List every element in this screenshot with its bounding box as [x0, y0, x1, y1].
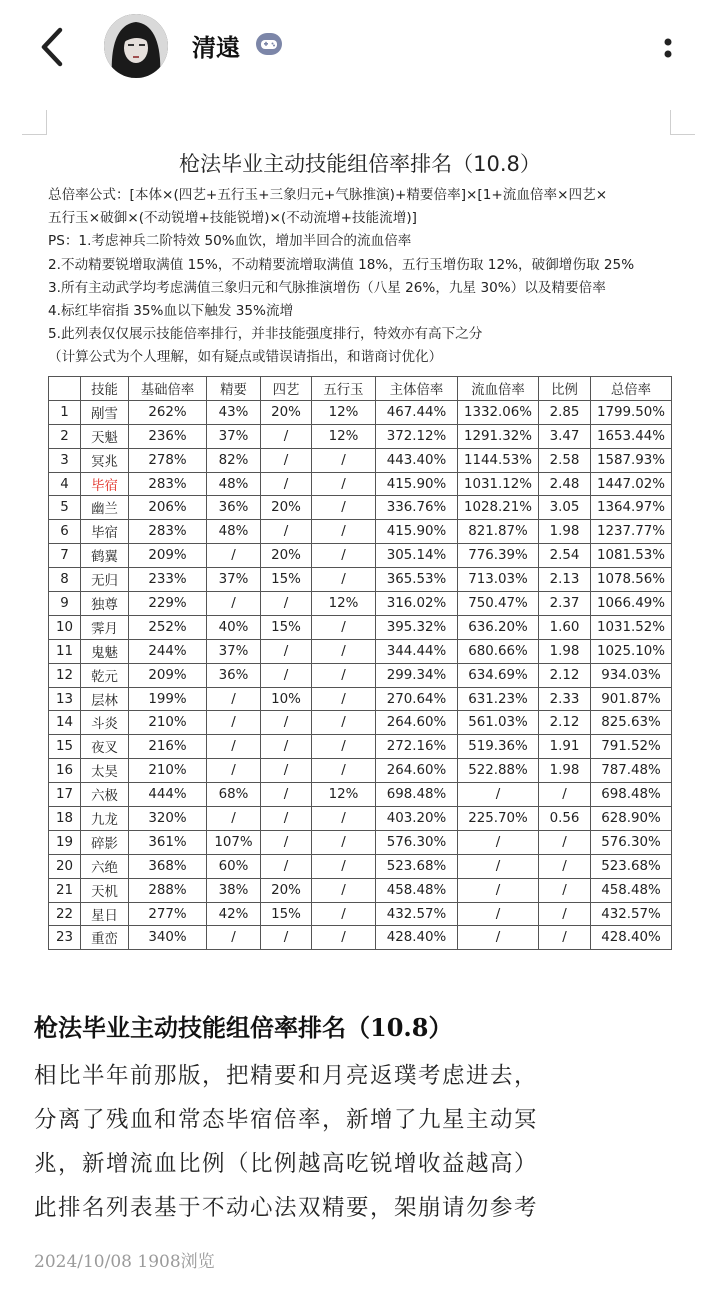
table-cell: / [261, 520, 312, 544]
table-row [49, 544, 672, 568]
table-cell: 15% [261, 568, 312, 592]
table-cell: 1.91 [539, 735, 591, 759]
table-cell: 斗炎 [81, 711, 129, 735]
table-cell: / [261, 592, 312, 616]
table-cell: 264.60% [376, 711, 458, 735]
column-header: 技能 [81, 377, 129, 401]
table-cell: 415.90% [376, 520, 458, 544]
table-cell: 1025.10% [591, 639, 672, 663]
table-cell: 冥兆 [81, 448, 129, 472]
table-row [49, 472, 672, 496]
table-cell: / [312, 735, 376, 759]
back-arrow-icon[interactable] [34, 24, 74, 70]
table-cell: / [539, 926, 591, 950]
table-cell: 九龙 [81, 807, 129, 831]
table-cell: 225.70% [458, 807, 539, 831]
formula-line: 5.此列表仅仅展示技能倍率排行，并非技能强度排行，特效亦有高下之分 [48, 326, 483, 343]
table-cell: 1 [49, 400, 81, 424]
table-cell: 372.12% [376, 424, 458, 448]
table-cell: 934.03% [591, 663, 672, 687]
table-cell: / [312, 472, 376, 496]
table-cell: 561.03% [458, 711, 539, 735]
table-cell: 1031.52% [591, 615, 672, 639]
table-row [49, 687, 672, 711]
table-cell: 38% [207, 878, 261, 902]
table-cell: 15% [261, 902, 312, 926]
table-cell: 鹤翼 [81, 544, 129, 568]
table-cell: 2.85 [539, 400, 591, 424]
table-row [49, 520, 672, 544]
table-cell: 37% [207, 639, 261, 663]
table-cell: 1.60 [539, 615, 591, 639]
table-cell: / [312, 615, 376, 639]
ranking-table [48, 376, 672, 950]
table-cell: 37% [207, 568, 261, 592]
table-cell: 7 [49, 544, 81, 568]
table-cell: 1.98 [539, 759, 591, 783]
table-cell: 576.30% [591, 830, 672, 854]
table-cell: 1081.53% [591, 544, 672, 568]
table-cell: 316.02% [376, 592, 458, 616]
table-cell: 3.05 [539, 496, 591, 520]
table-cell: 340% [129, 926, 207, 950]
column-header: 四艺 [261, 377, 312, 401]
table-cell: 天魁 [81, 424, 129, 448]
table-cell: 713.03% [458, 568, 539, 592]
table-cell: 15% [261, 615, 312, 639]
table-cell: 628.90% [591, 807, 672, 831]
table-cell: 1364.97% [591, 496, 672, 520]
table-cell: / [312, 568, 376, 592]
table-cell: / [458, 783, 539, 807]
table-row [49, 878, 672, 902]
table-cell: 229% [129, 592, 207, 616]
table-cell: / [261, 424, 312, 448]
table-row [49, 663, 672, 687]
table-row [49, 783, 672, 807]
column-header: 总倍率 [591, 377, 672, 401]
table-cell: 2.48 [539, 472, 591, 496]
table-cell: 1332.06% [458, 400, 539, 424]
table-cell: 23 [49, 926, 81, 950]
table-cell: / [312, 496, 376, 520]
table-row [49, 711, 672, 735]
table-row [49, 400, 672, 424]
table-cell: / [261, 639, 312, 663]
table-cell: / [207, 711, 261, 735]
table-cell: 毕宿 [81, 520, 129, 544]
table-cell: / [458, 830, 539, 854]
table-cell: 320% [129, 807, 207, 831]
table-cell: 199% [129, 687, 207, 711]
table-cell: / [261, 830, 312, 854]
table-cell: 4 [49, 472, 81, 496]
table-cell: 821.87% [458, 520, 539, 544]
table-cell: 48% [207, 472, 261, 496]
table-cell: 107% [207, 830, 261, 854]
table-cell: 428.40% [591, 926, 672, 950]
formula-line: （计算公式为个人理解，如有疑点或错误请指出，和谐商讨优化） [48, 349, 443, 366]
table-cell: 夜叉 [81, 735, 129, 759]
table-cell: 278% [129, 448, 207, 472]
table-cell: 1653.44% [591, 424, 672, 448]
table-cell: / [312, 807, 376, 831]
table-cell: 1291.32% [458, 424, 539, 448]
table-cell: 458.48% [591, 878, 672, 902]
table-cell: 0.56 [539, 807, 591, 831]
table-cell: 14 [49, 711, 81, 735]
table-cell: / [312, 902, 376, 926]
table-cell: 2.54 [539, 544, 591, 568]
table-cell: / [261, 472, 312, 496]
table-row [49, 926, 672, 950]
image-title: 枪法毕业主动技能组倍率排名（10.8） [179, 152, 541, 176]
table-cell: 10 [49, 615, 81, 639]
table-cell: 12% [312, 400, 376, 424]
table-cell: 458.48% [376, 878, 458, 902]
table-cell: / [207, 735, 261, 759]
table-cell: 634.69% [458, 663, 539, 687]
table-row [49, 568, 672, 592]
table-cell: / [312, 639, 376, 663]
table-cell: / [261, 735, 312, 759]
table-cell: 40% [207, 615, 261, 639]
formula-line: 3.所有主动武学均考虑满值三象归元和气脉推演增伤（八星 26%，九星 30%）以及精要倍率 [48, 279, 606, 296]
table-cell: 288% [129, 878, 207, 902]
table-cell: 403.20% [376, 807, 458, 831]
table-cell: 16 [49, 759, 81, 783]
table-cell: 776.39% [458, 544, 539, 568]
table-cell: 天机 [81, 878, 129, 902]
table-cell: 13 [49, 687, 81, 711]
table-cell: 2.12 [539, 663, 591, 687]
table-cell: / [261, 807, 312, 831]
table-cell: 2 [49, 424, 81, 448]
table-cell: / [312, 854, 376, 878]
table-cell: 244% [129, 639, 207, 663]
table-cell: 1447.02% [591, 472, 672, 496]
table-cell: 1144.53% [458, 448, 539, 472]
table-cell: 522.88% [458, 759, 539, 783]
table-cell: / [312, 448, 376, 472]
table-row [49, 830, 672, 854]
table-cell: 262% [129, 400, 207, 424]
table-cell: 576.30% [376, 830, 458, 854]
table-cell: 206% [129, 496, 207, 520]
table-cell: 82% [207, 448, 261, 472]
table-cell: 太昊 [81, 759, 129, 783]
table-cell: 2.12 [539, 711, 591, 735]
body-line: 相比半年前那版，把精要和月亮返璞考虑进去， [34, 1063, 539, 1089]
table-cell: / [207, 544, 261, 568]
table-cell: / [539, 830, 591, 854]
body-line: 分离了残血和常态毕宿倍率，新增了九星主动冥 [34, 1107, 539, 1133]
table-cell: 432.57% [376, 902, 458, 926]
table-row [49, 902, 672, 926]
table-cell: 12 [49, 663, 81, 687]
table-cell: 幽兰 [81, 496, 129, 520]
table-cell: 68% [207, 783, 261, 807]
table-cell: 12% [312, 424, 376, 448]
table-cell: 523.68% [591, 854, 672, 878]
body-line: 兆，新增流血比例（比例越高吃锐增收益越高） [34, 1151, 539, 1177]
table-row [49, 592, 672, 616]
table-cell: 21 [49, 878, 81, 902]
table-cell: 698.48% [376, 783, 458, 807]
table-cell: / [539, 854, 591, 878]
table-cell: 20% [261, 544, 312, 568]
avatar[interactable] [104, 14, 168, 78]
table-cell: 9 [49, 592, 81, 616]
table-cell: 1028.21% [458, 496, 539, 520]
table-cell: 272.16% [376, 735, 458, 759]
table-cell: 2.37 [539, 592, 591, 616]
table-cell: / [458, 926, 539, 950]
table-cell: 368% [129, 854, 207, 878]
table-cell: / [261, 448, 312, 472]
table-cell: 443.40% [376, 448, 458, 472]
article-body [34, 1054, 694, 1230]
table-cell: 碎影 [81, 830, 129, 854]
table-cell: / [458, 854, 539, 878]
table-cell: 10% [261, 687, 312, 711]
gamepad-badge-icon [256, 33, 282, 55]
table-cell: 3 [49, 448, 81, 472]
table-cell: 12% [312, 592, 376, 616]
column-header: 精要 [207, 377, 261, 401]
table-cell: 344.44% [376, 639, 458, 663]
table-cell: 1078.56% [591, 568, 672, 592]
table-cell: / [261, 759, 312, 783]
table-cell: / [207, 926, 261, 950]
body-line: 此排名列表基于不动心法双精要，架崩请勿参考 [34, 1195, 539, 1221]
table-cell: 1.98 [539, 639, 591, 663]
table-cell: 1066.49% [591, 592, 672, 616]
table-cell: / [312, 926, 376, 950]
formula-line: 总倍率公式：[本体×(四艺+五行玉+三象归元+气脉推演)+精要倍率]×[1+流血倍率×四艺× [48, 187, 608, 203]
table-cell: 37% [207, 424, 261, 448]
column-header: 主体倍率 [376, 377, 458, 401]
table-cell: 2.58 [539, 448, 591, 472]
table-cell: 15 [49, 735, 81, 759]
table-cell: / [312, 878, 376, 902]
table-cell: 36% [207, 496, 261, 520]
formula-line: PS：1.考虑神兵二阶特效 50%血饮，增加半回合的流血倍率 [48, 233, 412, 250]
table-row [49, 854, 672, 878]
table-row [49, 448, 672, 472]
username[interactable]: 清遠 [192, 33, 240, 62]
table-cell: 523.68% [376, 854, 458, 878]
top-bar [0, 0, 720, 96]
table-cell: 1587.93% [591, 448, 672, 472]
table-cell: 395.32% [376, 615, 458, 639]
table-cell: 20 [49, 854, 81, 878]
table-cell: 299.34% [376, 663, 458, 687]
table-cell: / [207, 592, 261, 616]
table-row [49, 496, 672, 520]
table-cell: 乾元 [81, 663, 129, 687]
table-cell: 8 [49, 568, 81, 592]
table-cell: 36% [207, 663, 261, 687]
table-cell: 233% [129, 568, 207, 592]
column-header: 基础倍率 [129, 377, 207, 401]
table-cell: 48% [207, 520, 261, 544]
table-cell: 825.63% [591, 711, 672, 735]
table-cell: / [261, 783, 312, 807]
table-cell: / [207, 687, 261, 711]
article-title: 枪法毕业主动技能组倍率排名（10.8） [34, 1013, 453, 1042]
table-cell: 216% [129, 735, 207, 759]
column-header [49, 377, 81, 401]
table-cell: 277% [129, 902, 207, 926]
table-cell: 剐雪 [81, 400, 129, 424]
table-cell: 2.33 [539, 687, 591, 711]
table-cell: / [312, 687, 376, 711]
table-cell: 毕宿 [81, 472, 129, 496]
table-cell: 22 [49, 902, 81, 926]
table-cell: 层林 [81, 687, 129, 711]
table-cell: 无归 [81, 568, 129, 592]
table-cell: 467.44% [376, 400, 458, 424]
table-cell: 霁月 [81, 615, 129, 639]
table-cell: 444% [129, 783, 207, 807]
table-cell: / [312, 663, 376, 687]
table-cell: 252% [129, 615, 207, 639]
formula-line: 4.标红毕宿指 35%血以下触发 35%流增 [48, 303, 294, 320]
table-cell: 210% [129, 711, 207, 735]
table-row [49, 615, 672, 639]
table-cell: 11 [49, 639, 81, 663]
table-cell: / [207, 759, 261, 783]
table-cell: 361% [129, 830, 207, 854]
table-cell: / [539, 902, 591, 926]
table-cell: / [312, 520, 376, 544]
table-row [49, 759, 672, 783]
table-cell: 重峦 [81, 926, 129, 950]
table-cell: / [261, 711, 312, 735]
table-cell: 3.47 [539, 424, 591, 448]
table-cell: 680.66% [458, 639, 539, 663]
table-cell: / [261, 854, 312, 878]
table-cell: 210% [129, 759, 207, 783]
table-cell: 636.20% [458, 615, 539, 639]
table-row [49, 639, 672, 663]
table-cell: / [458, 878, 539, 902]
table-row [49, 807, 672, 831]
table-cell: 六绝 [81, 854, 129, 878]
table-cell: 18 [49, 807, 81, 831]
post-image[interactable] [22, 108, 698, 988]
table-cell: 631.23% [458, 687, 539, 711]
table-cell: 独尊 [81, 592, 129, 616]
table-cell: / [312, 711, 376, 735]
table-cell: 1237.77% [591, 520, 672, 544]
table-cell: 787.48% [591, 759, 672, 783]
table-cell: 283% [129, 520, 207, 544]
table-cell: 19 [49, 830, 81, 854]
table-cell: 750.47% [458, 592, 539, 616]
post-meta: 2024/10/08 1908浏览 [34, 1252, 215, 1272]
table-cell: 42% [207, 902, 261, 926]
table-cell: 428.40% [376, 926, 458, 950]
table-cell: 43% [207, 400, 261, 424]
table-cell: / [207, 807, 261, 831]
table-cell: 270.64% [376, 687, 458, 711]
table-cell: 283% [129, 472, 207, 496]
table-cell: 20% [261, 878, 312, 902]
table-cell: 17 [49, 783, 81, 807]
table-cell: / [312, 544, 376, 568]
table-cell: 1.98 [539, 520, 591, 544]
table-cell: 236% [129, 424, 207, 448]
table-cell: 209% [129, 663, 207, 687]
table-cell: 209% [129, 544, 207, 568]
table-cell: 20% [261, 400, 312, 424]
table-cell: 519.36% [458, 735, 539, 759]
table-cell: 901.87% [591, 687, 672, 711]
column-header: 流血倍率 [458, 377, 539, 401]
table-cell: 60% [207, 854, 261, 878]
table-row [49, 735, 672, 759]
table-cell: 415.90% [376, 472, 458, 496]
table-cell: / [261, 663, 312, 687]
table-cell: / [458, 902, 539, 926]
table-cell: 20% [261, 496, 312, 520]
table-cell: 698.48% [591, 783, 672, 807]
table-cell: 365.53% [376, 568, 458, 592]
table-cell: 305.14% [376, 544, 458, 568]
column-header: 比例 [539, 377, 591, 401]
table-row [49, 424, 672, 448]
table-cell: 鬼魅 [81, 639, 129, 663]
formula-line: 五行玉×破御×(不动锐增+技能锐增)×(不动流增+技能流增)] [48, 210, 417, 227]
table-cell: 264.60% [376, 759, 458, 783]
table-cell: 1031.12% [458, 472, 539, 496]
table-cell: 12% [312, 783, 376, 807]
more-options-icon[interactable] [656, 30, 680, 66]
table-cell: 六极 [81, 783, 129, 807]
table-cell: / [312, 759, 376, 783]
table-cell: 星日 [81, 902, 129, 926]
table-cell: 432.57% [591, 902, 672, 926]
formula-line: 2.不动精要锐增取满值 15%，不动精要流增取满值 18%，五行玉增伤取 12%，破御增伤取 25% [48, 256, 635, 273]
table-cell: / [539, 878, 591, 902]
table-cell: 336.76% [376, 496, 458, 520]
table-cell: 791.52% [591, 735, 672, 759]
formula-notes [48, 184, 688, 370]
table-cell: / [539, 783, 591, 807]
table-cell: 1799.50% [591, 400, 672, 424]
table-cell: 6 [49, 520, 81, 544]
table-cell: 2.13 [539, 568, 591, 592]
table-header-row [49, 377, 672, 401]
table-cell: / [312, 830, 376, 854]
column-header: 五行玉 [312, 377, 376, 401]
table-cell: / [261, 926, 312, 950]
table-cell: 5 [49, 496, 81, 520]
